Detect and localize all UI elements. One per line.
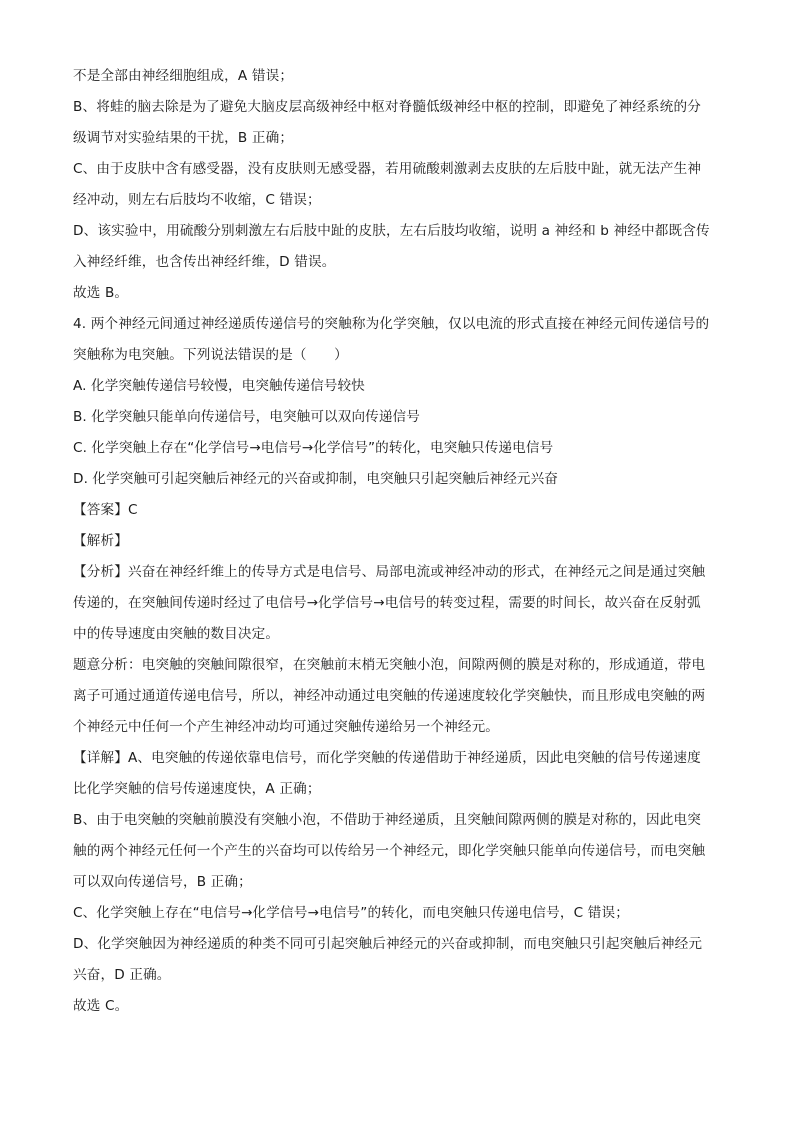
- question-stem-line: 突触称为电突触。下列说法错误的是（ ）: [73, 347, 348, 363]
- text-line: 经冲动，则左右后肢均不收缩，C 错误；: [73, 192, 321, 208]
- text-line: C、化学突触上存在“电信号→化学信号→电信号”的转化，而电突触只传递电信号，C 错误；: [73, 905, 629, 921]
- answer-label: 【答案】C: [73, 502, 138, 518]
- option-d: D. 化学突触可引起突触后神经元的兴奋或抑制，电突触只引起突触后神经元兴奋: [73, 471, 558, 487]
- option-a: A. 化学突触传递信号较慢，电突触传递信号较快: [73, 378, 365, 394]
- text-line: 兴奋，D 正确。: [73, 967, 171, 983]
- option-b: B. 化学突触只能单向传递信号，电突触可以双向传递信号: [73, 409, 420, 425]
- text-line: 比化学突触的信号传递速度快，A 正确；: [73, 781, 321, 797]
- text-line: B、将蛙的脑去除是为了避免大脑皮层高级神经中枢对脊髓低级神经中枢的控制，即避免了神经系统的分: [73, 99, 701, 115]
- question-4: [73, 309, 725, 495]
- text-line: 可以双向传递信号，B 正确；: [73, 874, 252, 890]
- text-line: 【分析】兴奋在神经纤维上的传导方式是电信号、局部电流或神经冲动的形式，在神经元之间是通过突触: [73, 564, 706, 580]
- text-line: 不是全部由神经细胞组成，A 错误；: [73, 68, 294, 84]
- text-line: 离子可通过通道传递电信号，所以，神经冲动通过电突触的传递速度较化学突触快，而且形成电突触的两: [73, 688, 706, 704]
- previous-explanation: [73, 61, 725, 309]
- text-line: 触的两个神经元任何一个产生的兴奋均可以传给另一个神经元，即化学突触只能单向传递信号，而电突触: [73, 843, 706, 859]
- text-line: 题意分析：电突触的突触间隙很窄，在突触前末梢无突触小泡，间隙两侧的膜是对称的，形成通道，带电: [73, 657, 706, 673]
- option-c: C. 化学突触上存在“化学信号→电信号→化学信号”的转化，电突触只传递电信号: [73, 440, 554, 456]
- text-line: C、由于皮肤中含有感受器，没有皮肤则无感受器，若用硫酸刺激剥去皮肤的左后肢中趾，就无法产生神: [73, 161, 702, 177]
- analysis-heading: 【解析】: [73, 533, 128, 549]
- text-line: D、该实验中，用硫酸分别刺激左右后肢中趾的皮肤，左右后肢均收缩，说明 a 神经和 b 神经中都既含传: [73, 223, 710, 239]
- text-line: 故选 C。: [73, 998, 129, 1014]
- text-line: 【详解】A、电突触的传递依靠电信号，而化学突触的传递借助于神经递质，因此电突触的信号传递速度: [73, 750, 701, 766]
- text-line: D、化学突触因为神经递质的种类不同可引起突触后神经元的兴奋或抑制，而电突触只引起突触后神经元: [73, 936, 703, 952]
- text-line: 传递的，在突触间传递时经过了电信号→化学信号→电信号的转变过程，需要的时间长，故兴奋在反射弧: [73, 595, 701, 611]
- document-page: [73, 61, 725, 1022]
- text-line: 中的传导速度由突触的数目决定。: [73, 626, 280, 642]
- analysis-section: [73, 526, 725, 1022]
- text-line: 入神经纤维，也含传出神经纤维，D 错误。: [73, 254, 336, 270]
- question-stem-line: 4. 两个神经元间通过神经递质传递信号的突触称为化学突触，仅以电流的形式直接在神经元间传递信号的: [73, 316, 710, 332]
- text-line: B、由于电突触的突触前膜没有突触小泡，不借助于神经递质，且突触间隙两侧的膜是对称的，因此电突: [73, 812, 701, 828]
- text-line: 级调节对实验结果的干扰，B 正确；: [73, 130, 294, 146]
- text-line: 故选 B。: [73, 285, 129, 301]
- text-line: 个神经元中任何一个产生神经冲动均可通过突触传递给另一个神经元。: [73, 719, 500, 735]
